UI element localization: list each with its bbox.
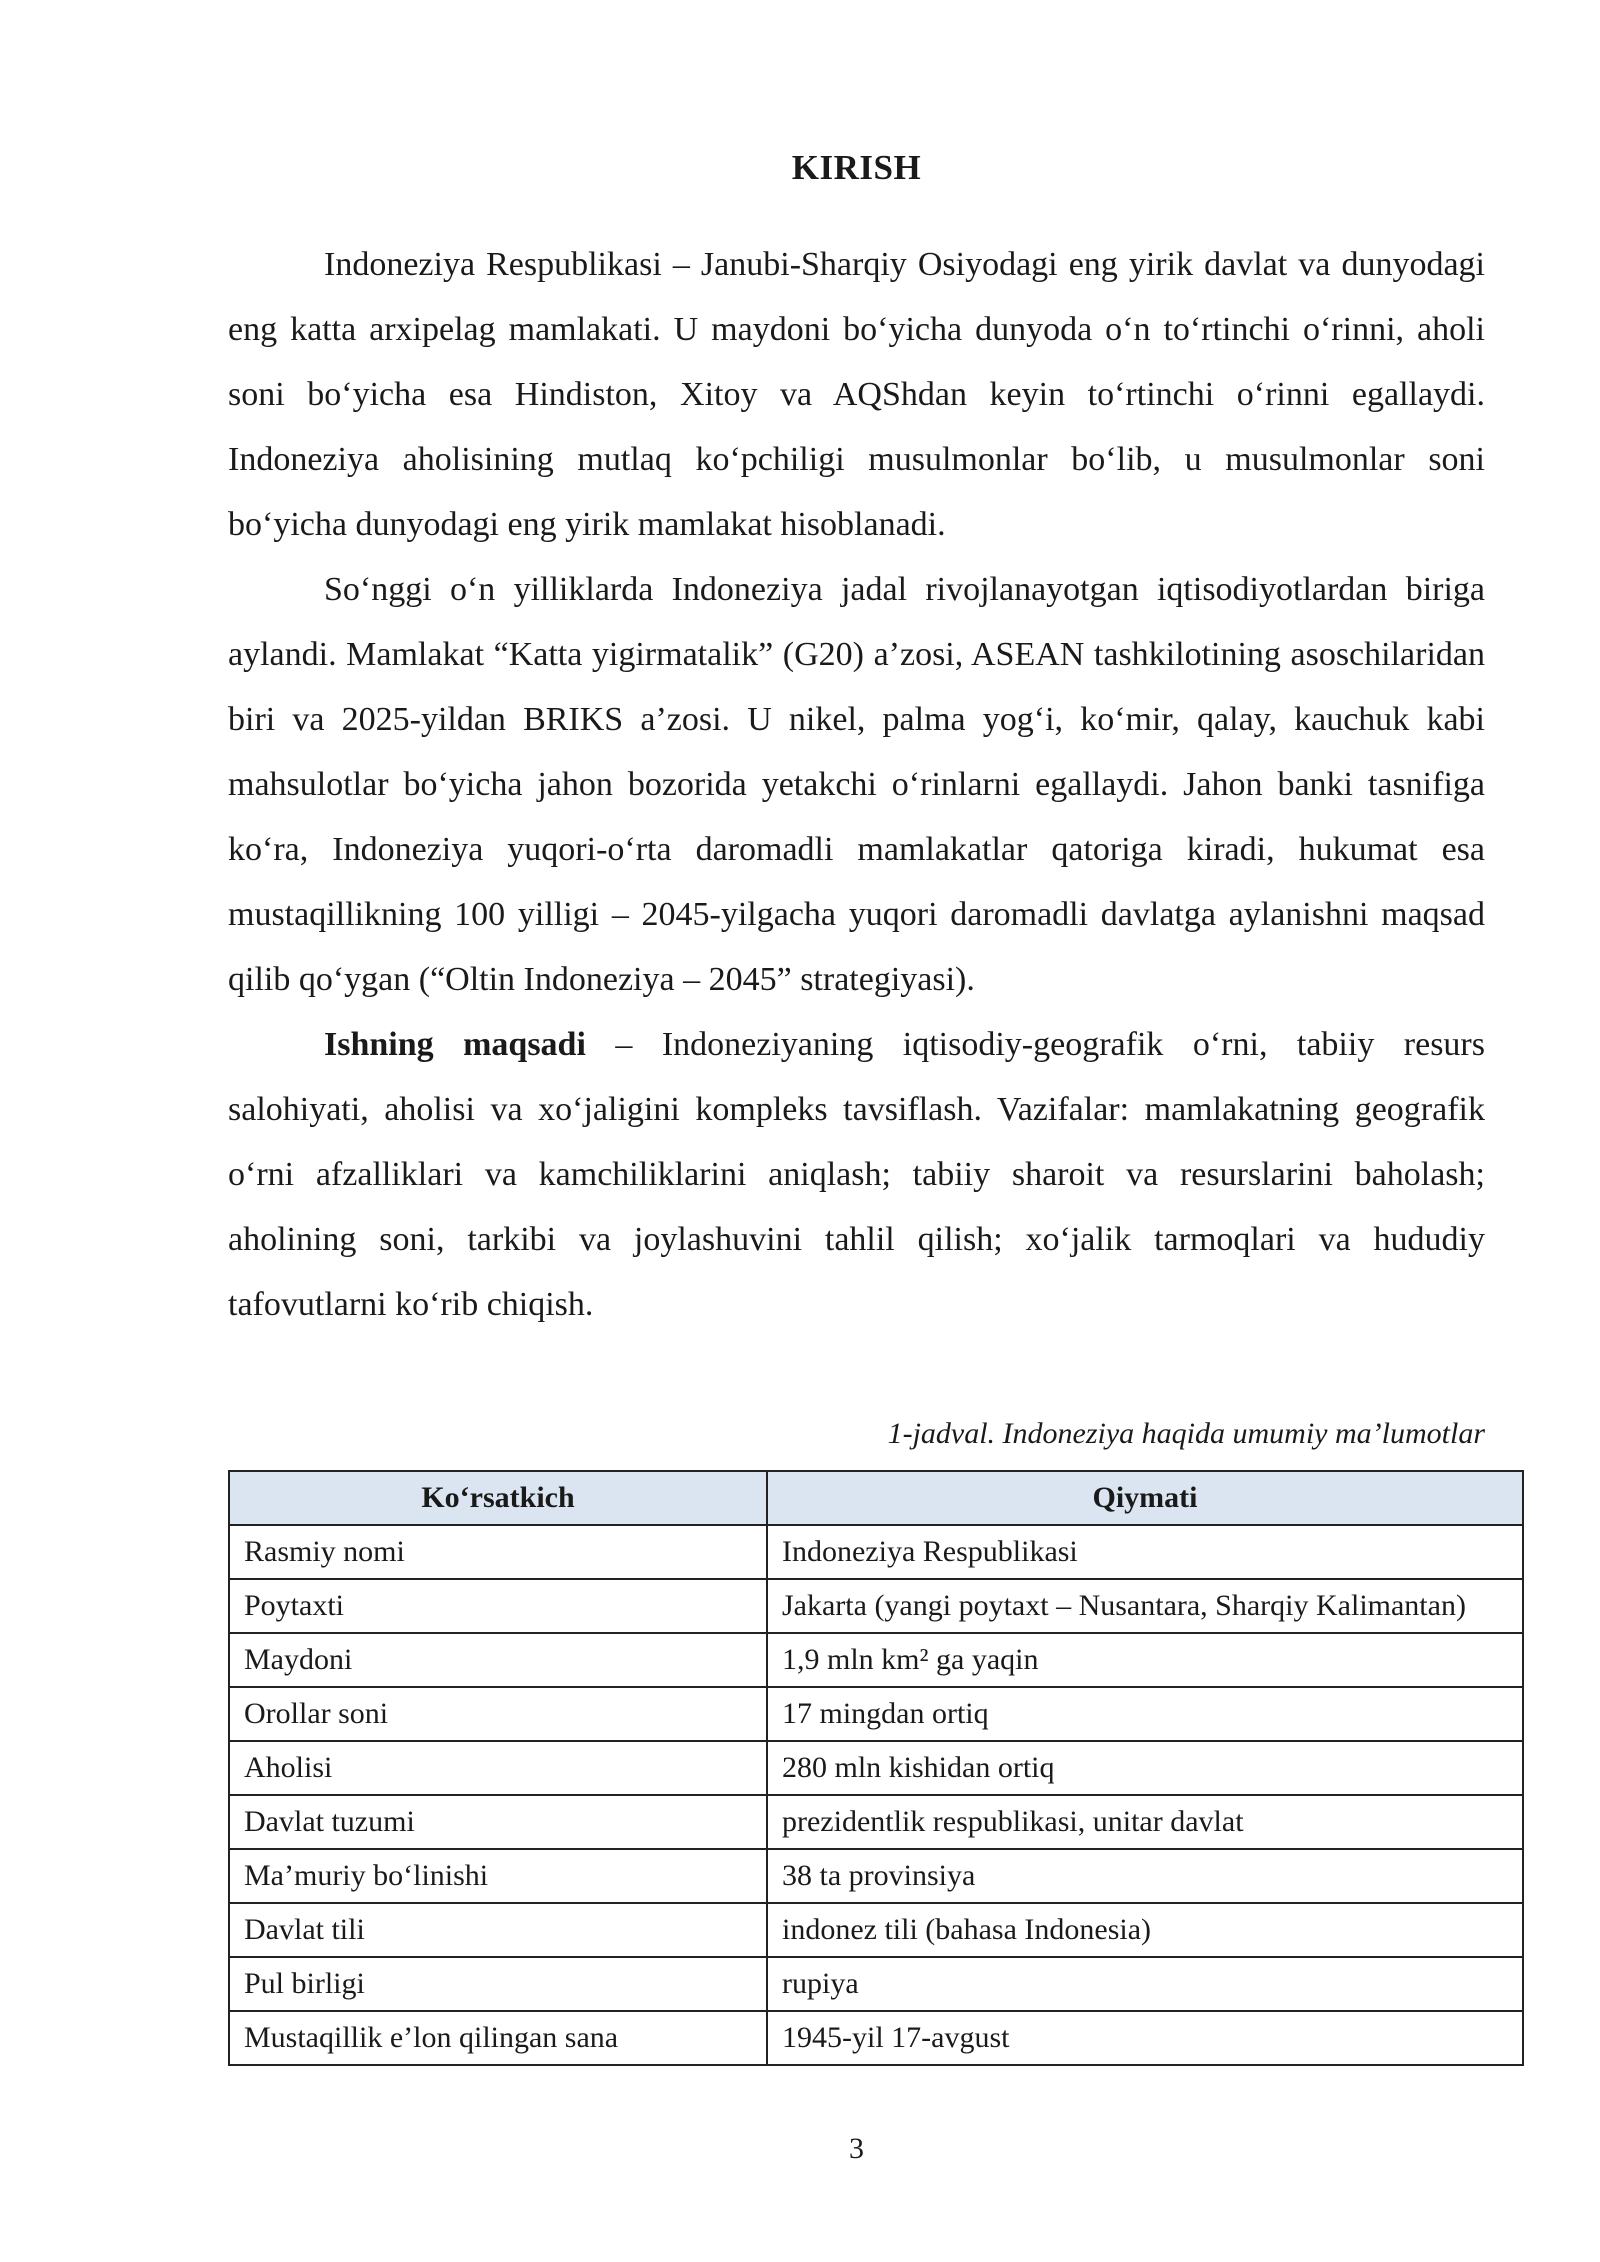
indicator-cell: Mustaqillik e’lon qilingan sana <box>229 2011 767 2065</box>
goal-paragraph <box>228 1012 1485 1337</box>
value-cell: 17 mingdan ortiq <box>767 1687 1523 1741</box>
table-row <box>229 1633 1523 1687</box>
goal-text: – Indoneziyaning iqtisodiy-geografik o‘rni, tabiiy resurs salohiyati, aholisi va xo‘jaligini kompleks tavsiflash. Vazifalar: mamlakatning geografik o‘rni afzalliklari va kamchiliklarini aniqlash; tabiiy sharoit va resurslarini baholash; aholining soni, tarkibi va joylashuvini tahlil qilish; xo‘jalik tarmoqlari va hududiy tafovutlarni ko‘rib chiqish. <box>228 1026 1485 1323</box>
table-row <box>229 1687 1523 1741</box>
indicator-cell: Davlat tuzumi <box>229 1795 767 1849</box>
indicator-cell: Aholisi <box>229 1741 767 1795</box>
indicator-cell: Rasmiy nomi <box>229 1525 767 1579</box>
indicator-cell: Orollar soni <box>229 1687 767 1741</box>
page-number: 3 <box>849 2132 864 2165</box>
indicator-cell: Poytaxti <box>229 1579 767 1633</box>
table-row <box>229 1957 1523 2011</box>
value-cell: rupiya <box>767 1957 1523 2011</box>
table-row <box>229 1903 1523 1957</box>
indicator-cell: Davlat tili <box>229 1903 767 1957</box>
indicator-cell: Ma’muriy bo‘linishi <box>229 1849 767 1903</box>
indicator-cell: Maydoni <box>229 1633 767 1687</box>
table-row <box>229 1525 1523 1579</box>
column-header-value: Qiymati <box>767 1471 1523 1525</box>
body-text <box>228 232 1485 1337</box>
table-row <box>229 1579 1523 1633</box>
page-title: KIRISH <box>791 148 922 187</box>
value-cell: Indoneziya Respublikasi <box>767 1525 1523 1579</box>
value-cell: 280 mln kishidan ortiq <box>767 1741 1523 1795</box>
table-row <box>229 1849 1523 1903</box>
info-table <box>228 1470 1524 2066</box>
intro-paragraph-2: So‘nggi o‘n yilliklarda Indoneziya jadal rivojlanayotgan iqtisodiyotlardan biriga aylandi. Mamlakat “Katta yigirmatalik” (G20) a’zosi, ASEAN tashkilotining asoschilaridan biri va 2025-yildan BRIKS a’zosi. U nikel, palma yog‘i, ko‘mir, qalay, kauchuk kabi mahsulotlar bo‘yicha jahon bozorida yetakchi o‘rinlarni egallaydi. Jahon banki tasnifiga ko‘ra, Indoneziya yuqori-o‘rta daromadli mamlakatlar qatoriga kiradi, hukumat esa mustaqillikning 100 yilligi – 2045-yilgacha yuqori daromadli davlatga aylanishni maqsad qilib qo‘ygan (“Oltin Indoneziya – 2045” strategiyasi). <box>228 571 1485 998</box>
table-row <box>229 1741 1523 1795</box>
table-row <box>229 1795 1523 1849</box>
value-cell: 1,9 mln km² ga yaqin <box>767 1633 1523 1687</box>
value-cell: prezidentlik respublikasi, unitar davlat <box>767 1795 1523 1849</box>
value-cell: 38 ta provinsiya <box>767 1849 1523 1903</box>
value-cell: indonez tili (bahasa Indonesia) <box>767 1903 1523 1957</box>
table-caption: 1-jadval. Indoneziya haqida umumiy ma’lumotlar <box>887 1417 1485 1450</box>
table-header-row <box>229 1471 1523 1525</box>
table-row <box>229 2011 1523 2065</box>
value-cell: 1945-yil 17-avgust <box>767 2011 1523 2065</box>
intro-paragraph-1: Indoneziya Respublikasi – Janubi-Sharqiy Osiyodagi eng yirik davlat va dunyodagi eng katta arxipelag mamlakati. U maydoni bo‘yicha dunyoda o‘n to‘rtinchi o‘rinni, aholi soni bo‘yicha esa Hindiston, Xitoy va AQShdan keyin to‘rtinchi o‘rinni egallaydi. Indoneziya aholisining mutlaq ko‘pchiligi musulmonlar bo‘lib, u musulmonlar soni bo‘yicha dunyodagi eng yirik mamlakat hisoblanadi. <box>228 246 1485 543</box>
goal-label: Ishning maqsadi <box>324 1026 586 1063</box>
indicator-cell: Pul birligi <box>229 1957 767 2011</box>
value-cell: Jakarta (yangi poytaxt – Nusantara, Sharqiy Kalimantan) <box>767 1579 1523 1633</box>
column-header-indicator: Ko‘rsatkich <box>229 1471 767 1525</box>
